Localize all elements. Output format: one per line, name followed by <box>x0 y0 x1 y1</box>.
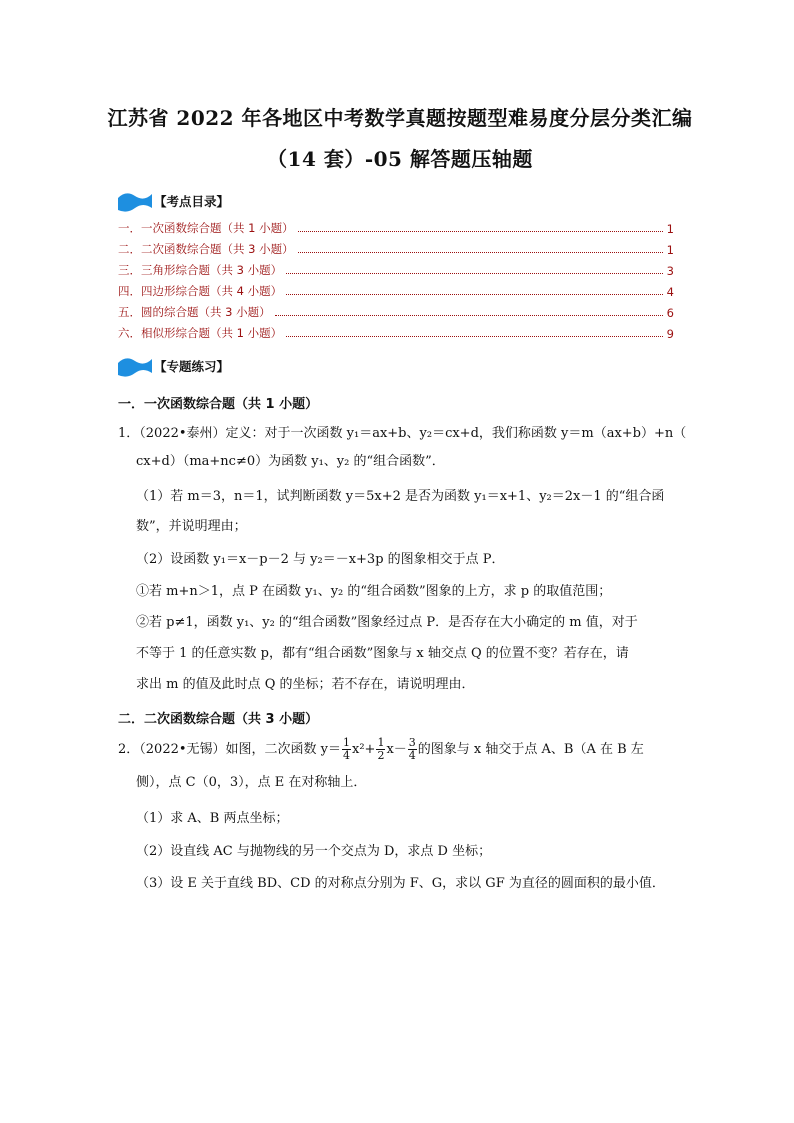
toc-heading-label: 【考点目录】 <box>154 194 230 209</box>
q2-line: （2）设直线 AC 与抛物线的另一个交点为 D，求点 D 坐标； <box>136 844 492 859</box>
q1-line: 1．（2022•泰州）定义：对于一次函数 y₁＝ax+b、y₂＝cx+d，我们称函数 y＝m（ax+b）+n（ <box>118 426 687 441</box>
toc-item[interactable] <box>118 323 674 341</box>
fraction: $\frac{3}{4}$ <box>408 736 416 762</box>
toc-item[interactable] <box>118 260 674 278</box>
q2-line: （3）设 E 关于直线 BD、CD 的对称点分别为 F、G，求以 GF 为直径的圆面积的最小值． <box>136 876 665 891</box>
toc-item[interactable] <box>118 302 674 320</box>
toc-item-label: 四．四边形综合题（共 4 小题） <box>118 284 283 298</box>
toc-item[interactable] <box>118 281 674 299</box>
toc-item-page: 9 <box>666 327 674 341</box>
section-title-linear: 一．一次函数综合题（共 1 小题） <box>118 397 319 412</box>
q1-line: cx+d）（ma+nc≠0）为函数 y₁、y₂ 的“组合函数”． <box>136 454 445 469</box>
toc-leader-dots <box>298 231 663 232</box>
toc-leader-dots <box>286 294 663 295</box>
q1-line: 数”，并说明理由； <box>136 519 247 534</box>
toc-item[interactable] <box>118 239 674 257</box>
toc-leader-dots <box>286 336 663 337</box>
q1-line: 不等于 1 的任意实数 p，都有“组合函数”图象与 x 轴交点 Q 的位置不变？若存在，请 <box>136 646 629 661</box>
toc-item-page: 1 <box>666 222 674 236</box>
toc-leader-dots <box>298 252 663 253</box>
toc-item-page: 1 <box>666 243 674 257</box>
toc-item-page: 4 <box>666 285 674 299</box>
q1-line: （1）若 m＝3，n＝1，试判断函数 y＝5x+2 是否为函数 y₁＝x+1、y₂＝2x－1 的“组合函 <box>136 489 665 504</box>
fraction: $\frac{1}{4}$ <box>343 736 350 762</box>
q2-line: （1）求 A、B 两点坐标； <box>136 811 289 826</box>
q1-line: 求出 m 的值及此时点 Q 的坐标；若不存在，请说明理由． <box>136 677 475 692</box>
q1-line: （2）设函数 y₁＝x－p－2 与 y₂＝－x+3p 的图象相交于点 P． <box>136 552 505 567</box>
toc-leader-dots <box>286 273 663 274</box>
document-title-line-1: 江苏省 2022 年各地区中考数学真题按题型难易度分层分类汇编 <box>107 106 693 130</box>
q1-line: ①若 m+n＞1，点 P 在函数 y₁、y₂ 的“组合函数”图象的上方，求 p 的取值范围； <box>136 584 612 599</box>
toc-item-page: 3 <box>666 264 674 278</box>
practice-heading-label: 【专题练习】 <box>154 359 230 374</box>
q2-suffix: 的图象与 x 轴交于点 A、B（A 在 B 左 <box>417 742 644 757</box>
toc-item-label: 六．相似形综合题（共 1 小题） <box>118 326 283 340</box>
toc-item-label: 二．二次函数综合题（共 3 小题） <box>118 242 294 256</box>
q2-prefix: 2．（2022•无锡）如图，二次函数 y＝ <box>118 742 341 757</box>
section-title-quadratic: 二．二次函数综合题（共 3 小题） <box>118 712 319 727</box>
toc-item-label: 三．三角形综合题（共 3 小题） <box>118 263 283 277</box>
wave-banner-icon <box>118 190 152 212</box>
wave-banner-icon <box>118 355 152 377</box>
toc-item-label: 五．圆的综合题（共 3 小题） <box>118 305 271 319</box>
fraction: $\frac{1}{2}$ <box>377 736 385 762</box>
toc-item-label: 一．一次函数综合题（共 1 小题） <box>118 221 294 235</box>
toc-item[interactable] <box>118 218 674 236</box>
toc-leader-dots <box>275 315 663 316</box>
q2-line-1: 2．（2022•无锡）如图，二次函数 y＝ $\frac{1}{4}$ x²+ $\frac{1}{2}$ x－ $\frac{3}{4}$ 的图象与 x 轴交于点 A、B（A 在 B 左 <box>118 736 644 762</box>
document-title-line-2: （14 套）-05 解答题压轴题 <box>267 147 533 171</box>
toc-item-page: 6 <box>666 306 674 320</box>
q2-line: 侧），点 C（0，3），点 E 在对称轴上． <box>136 775 367 790</box>
q1-line: ②若 p≠1，函数 y₁、y₂ 的“组合函数”图象经过点 P．是否存在大小确定的 m 值，对于 <box>136 615 638 630</box>
